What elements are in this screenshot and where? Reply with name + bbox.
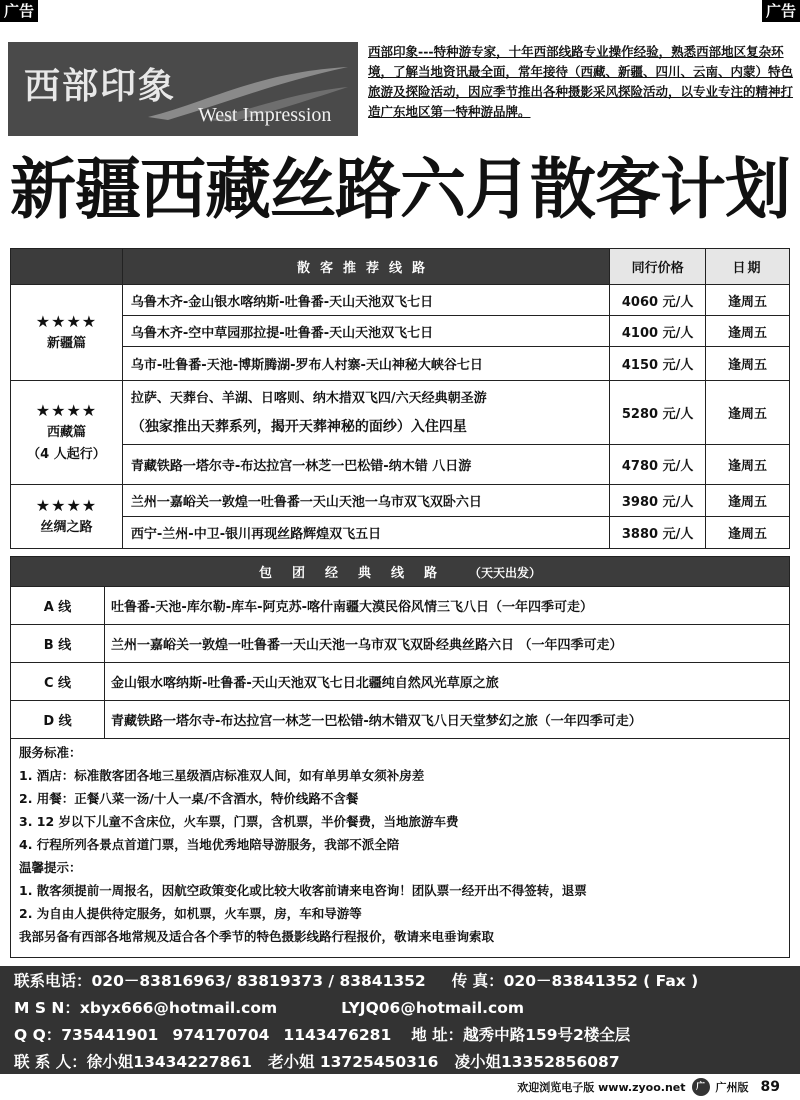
person-value-3: 凌小姐13352856087 (454, 1053, 620, 1071)
phone-value: 020－83816963/ 83819373 / 83841352 (91, 972, 426, 990)
route-cell: 西宁-兰州-中卫-银川再现丝路辉煌双飞五日 (122, 517, 609, 549)
route-cell: 青藏铁路一塔尔寺-布达拉宫一林芝一巴松错-纳木错 八日游 (122, 445, 609, 485)
category-name: 新疆篇 (46, 335, 86, 351)
msn-label: M S N： (14, 999, 80, 1017)
phone-label: 联系电话： (14, 972, 92, 990)
route-cell: 乌市-吐鲁番-天池-博斯腾湖-罗布人村寨-天山神秘大峡谷七日 (122, 347, 609, 381)
date-cell: 逢周五 (706, 381, 790, 445)
price-cell: 4780 元/人 (610, 445, 706, 485)
footer-text: 欢迎浏览电子版 www.zyoo.net (517, 1081, 686, 1094)
charter-routes-table (10, 556, 790, 739)
table-row (11, 625, 790, 663)
qq-label: Q Q： (14, 1026, 62, 1044)
line-route: 金山银水喀纳斯-吐鲁番-天山天池双飞七日北疆纯自然风光草原之旅 (105, 663, 790, 701)
price-cell: 4060 元/人 (610, 285, 706, 316)
qq-value-1: 735441901 (61, 1026, 159, 1044)
charter-header-title: 包团经典线路 (258, 566, 457, 581)
ad-label-left: 广告 (0, 0, 38, 22)
person-value-2: 老小姐 13725450316 (267, 1053, 439, 1071)
line-code: B 线 (11, 625, 105, 663)
line-route: 青藏铁路一塔尔寺-布达拉宫一林芝一巴松错-纳木错双飞八日天堂梦幻之旅（一年四季可走） (105, 701, 790, 739)
date-cell: 逢周五 (706, 485, 790, 517)
table-row (11, 701, 790, 739)
route-cell: 乌鲁木齐-金山银水喀纳斯-吐鲁番-天山天池双飞七日 (122, 285, 609, 316)
ad-label-right: 广告 (762, 0, 800, 22)
table-row (11, 347, 790, 381)
date-cell: 逢周五 (706, 347, 790, 381)
qq-value-3: 1143476281 (283, 1026, 392, 1044)
price-cell: 4150 元/人 (610, 347, 706, 381)
table-row (11, 445, 790, 485)
category-note: （4 人起行） (27, 446, 106, 462)
closing-note: 我部另备有西部各地常规及适合各个季节的特色摄影线路行程报价，敬请来电垂询索取 (19, 929, 495, 944)
logo (8, 42, 358, 136)
service-item: 1. 酒店：标准散客团各地三星级酒店标准双人间，如有单男单女须补房差 (19, 768, 425, 783)
table-row (11, 381, 790, 445)
service-item: 4. 行程所列各景点首道门票，当地优秀地陪导游服务，我部不派全陪 (19, 837, 400, 852)
line-code: D 线 (11, 701, 105, 739)
route-line-note: （独家推出天葬系列，揭开天葬神秘的面纱）入住四星 (130, 418, 467, 435)
stars-rating: ★★★★ (35, 400, 98, 420)
services-title: 服务标准： (19, 745, 82, 760)
category-tibet (11, 381, 123, 485)
line-route: 吐鲁番-天池-库尔勒-库车-阿克苏-喀什南疆大漠民俗风情三飞八日（一年四季可走） (105, 587, 790, 625)
price-header: 同行价格 (610, 249, 706, 285)
service-item: 3. 12 岁以下儿童不含床位，火车票，门票，含机票，半价餐费，当地旅游车费 (19, 814, 459, 829)
charter-header (11, 557, 790, 587)
route-cell (122, 381, 609, 445)
route-line: 拉萨、天葬台、羊湖、日喀则、纳木措双飞四/六天经典朝圣游 (130, 390, 487, 406)
person-value-1: 徐小姐13434227861 (86, 1053, 252, 1071)
date-cell: 逢周五 (706, 316, 790, 347)
price-cell: 4100 元/人 (610, 316, 706, 347)
price-cell: 5280 元/人 (610, 381, 706, 445)
address-label: 地 址： (411, 1026, 464, 1044)
page-number: 89 (760, 1079, 780, 1095)
qq-value-2: 974170704 (172, 1026, 270, 1044)
table-row (11, 587, 790, 625)
contact-msn-row (14, 995, 786, 1022)
page-title: 新疆西藏丝路六月散客计划 (10, 151, 790, 228)
line-route: 兰州一嘉峪关一敦煌一吐鲁番一天山天池一乌市双飞双卧经典丝路六日 （一年四季可走） (105, 625, 790, 663)
table-row (11, 517, 790, 549)
category-name: 丝绸之路 (40, 519, 93, 535)
category-xinjiang (11, 285, 123, 381)
address-value: 越秀中路159号2楼全层 (463, 1026, 631, 1044)
contact-qq-row (14, 1022, 786, 1049)
date-cell: 逢周五 (706, 517, 790, 549)
category-name: 西藏篇 (46, 424, 86, 440)
route-cell: 乌鲁木齐-空中草园那拉提-吐鲁番-天山天池双飞七日 (122, 316, 609, 347)
stars-rating: ★★★★ (35, 495, 98, 515)
scheduled-routes-table (10, 248, 790, 549)
guangzhou-badge-icon: 广 (692, 1078, 710, 1096)
footer-edition: 广州版 (715, 1081, 749, 1094)
scheduled-header: 散客推荐线路 (122, 249, 609, 285)
tip-item: 1. 散客须提前一周报名，因航空政策变化或比较大收客前请来电咨询！团队票一经开出不得签转，退票 (19, 883, 587, 898)
contact-bar (0, 966, 800, 1074)
charter-header-sub: （天天出发） (469, 566, 542, 580)
intro-text: 西部印象---特种游专家，十年西部线路专业操作经验，熟悉西部地区复杂环境，了解当地资讯最全面，常年接待（西藏、新疆、四川、云南、内蒙）特色旅游及探险活动，因应季节推出各种摄影采风探险活动，以专业专注的精神打造广东地区第一特种游品牌。 (368, 44, 794, 119)
table-row (11, 485, 790, 517)
fax-label: 传 真： (451, 972, 504, 990)
date-header: 日期 (706, 249, 790, 285)
logo-english: West Impression (198, 104, 332, 126)
msn-value-2: LYJQ06@hotmail.com (341, 999, 525, 1017)
service-item: 2. 用餐：正餐八菜一汤/十人一桌/不含酒水，特价线路不含餐 (19, 791, 359, 806)
person-label: 联 系 人： (14, 1053, 87, 1071)
line-code: A 线 (11, 587, 105, 625)
route-cell: 兰州一嘉峪关一敦煌一吐鲁番一天山天池一乌市双飞双卧六日 (122, 485, 609, 517)
price-cell: 3980 元/人 (610, 485, 706, 517)
price-cell: 3880 元/人 (610, 517, 706, 549)
date-cell: 逢周五 (706, 445, 790, 485)
contact-phone-row (14, 968, 786, 995)
tip-item: 2. 为自由人提供待定服务，如机票，火车票，房，车和导游等 (19, 906, 362, 921)
msn-value-1: xbyx666@hotmail.com (79, 999, 278, 1017)
logo-chinese: 西部印象 (24, 65, 177, 107)
date-cell: 逢周五 (706, 285, 790, 316)
services-section (10, 738, 790, 958)
fax-value: 020－83841352 ( Fax ) (503, 972, 699, 990)
table-row (11, 285, 790, 316)
stars-rating: ★★★★ (35, 311, 98, 331)
contact-person-row (14, 1049, 786, 1076)
line-code: C 线 (11, 663, 105, 701)
page-footer (517, 1078, 780, 1096)
table-row (11, 663, 790, 701)
header-blank (11, 249, 123, 285)
tips-title: 温馨提示： (19, 860, 82, 875)
category-silk-road (11, 485, 123, 549)
table-row (11, 316, 790, 347)
